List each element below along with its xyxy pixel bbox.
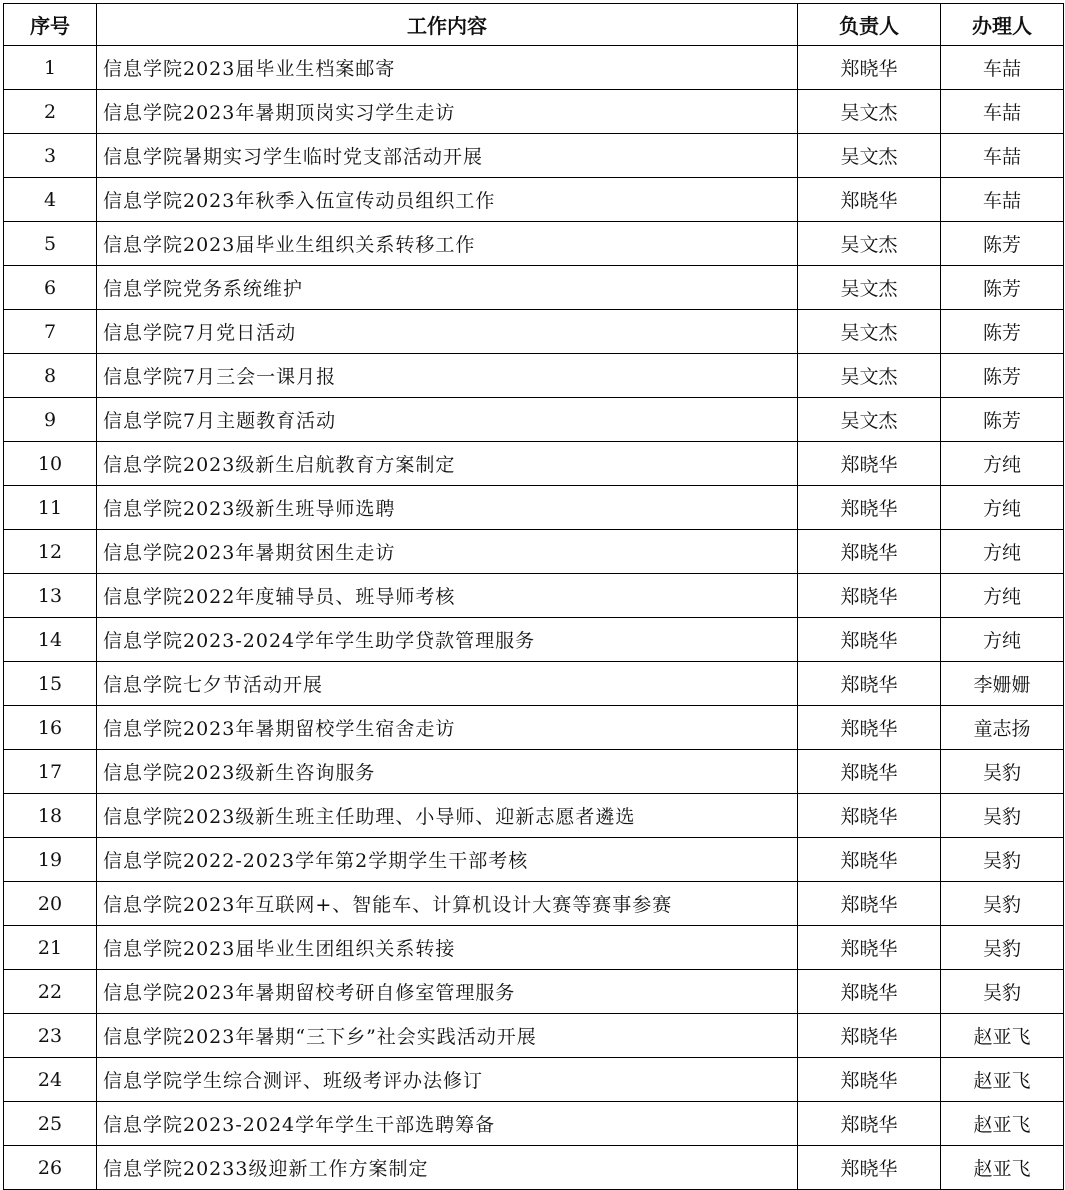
table-row bbox=[4, 882, 1064, 926]
row-handler: 吴豹 bbox=[941, 926, 1064, 970]
row-work-content: 信息学院2023级新生班主任助理、小导师、迎新志愿者遴选 bbox=[97, 794, 798, 838]
row-responsible-person: 吴文杰 bbox=[798, 354, 941, 398]
row-handler: 方纯 bbox=[941, 486, 1064, 530]
row-index: 5 bbox=[4, 222, 97, 266]
table-row bbox=[4, 134, 1064, 178]
row-index: 4 bbox=[4, 178, 97, 222]
table-row bbox=[4, 398, 1064, 442]
row-index: 11 bbox=[4, 486, 97, 530]
row-index: 16 bbox=[4, 706, 97, 750]
row-responsible-person: 郑晓华 bbox=[798, 1014, 941, 1058]
row-handler: 吴豹 bbox=[941, 794, 1064, 838]
row-index: 25 bbox=[4, 1102, 97, 1146]
table-row bbox=[4, 90, 1064, 134]
row-handler: 方纯 bbox=[941, 618, 1064, 662]
header-index: 序号 bbox=[4, 4, 97, 46]
table-row bbox=[4, 530, 1064, 574]
row-handler: 陈芳 bbox=[941, 310, 1064, 354]
table-row bbox=[4, 222, 1064, 266]
row-responsible-person: 郑晓华 bbox=[798, 970, 941, 1014]
row-handler: 赵亚飞 bbox=[941, 1146, 1064, 1190]
row-work-content: 信息学院2023年暑期留校考研自修室管理服务 bbox=[97, 970, 798, 1014]
row-responsible-person: 郑晓华 bbox=[798, 46, 941, 90]
row-responsible-person: 郑晓华 bbox=[798, 838, 941, 882]
row-index: 19 bbox=[4, 838, 97, 882]
row-work-content: 信息学院2023年暑期贫困生走访 bbox=[97, 530, 798, 574]
header-work-content: 工作内容 bbox=[97, 4, 798, 46]
row-work-content: 信息学院2023级新生启航教育方案制定 bbox=[97, 442, 798, 486]
row-responsible-person: 郑晓华 bbox=[798, 882, 941, 926]
row-handler: 车喆 bbox=[941, 46, 1064, 90]
row-index: 10 bbox=[4, 442, 97, 486]
row-responsible-person: 郑晓华 bbox=[798, 662, 941, 706]
row-responsible-person: 吴文杰 bbox=[798, 310, 941, 354]
row-index: 12 bbox=[4, 530, 97, 574]
row-responsible-person: 郑晓华 bbox=[798, 486, 941, 530]
row-index: 2 bbox=[4, 90, 97, 134]
table-row bbox=[4, 266, 1064, 310]
row-handler: 车喆 bbox=[941, 90, 1064, 134]
row-index: 7 bbox=[4, 310, 97, 354]
row-responsible-person: 郑晓华 bbox=[798, 926, 941, 970]
row-responsible-person: 郑晓华 bbox=[798, 706, 941, 750]
row-handler: 吴豹 bbox=[941, 750, 1064, 794]
table-body bbox=[4, 46, 1064, 1190]
row-work-content: 信息学院2023年暑期留校学生宿舍走访 bbox=[97, 706, 798, 750]
row-handler: 李姗姗 bbox=[941, 662, 1064, 706]
table-row bbox=[4, 442, 1064, 486]
row-work-content: 信息学院2023级新生班导师选聘 bbox=[97, 486, 798, 530]
row-index: 20 bbox=[4, 882, 97, 926]
row-responsible-person: 郑晓华 bbox=[798, 574, 941, 618]
row-handler: 车喆 bbox=[941, 178, 1064, 222]
table-row bbox=[4, 310, 1064, 354]
row-index: 3 bbox=[4, 134, 97, 178]
row-handler: 方纯 bbox=[941, 530, 1064, 574]
row-responsible-person: 郑晓华 bbox=[798, 442, 941, 486]
row-responsible-person: 郑晓华 bbox=[798, 794, 941, 838]
row-work-content: 信息学院学生综合测评、班级考评办法修订 bbox=[97, 1058, 798, 1102]
row-responsible-person: 郑晓华 bbox=[798, 530, 941, 574]
row-work-content: 信息学院7月三会一课月报 bbox=[97, 354, 798, 398]
table-row bbox=[4, 970, 1064, 1014]
row-handler: 陈芳 bbox=[941, 222, 1064, 266]
table-row bbox=[4, 1058, 1064, 1102]
row-handler: 赵亚飞 bbox=[941, 1102, 1064, 1146]
row-responsible-person: 郑晓华 bbox=[798, 1058, 941, 1102]
row-index: 6 bbox=[4, 266, 97, 310]
row-index: 22 bbox=[4, 970, 97, 1014]
row-handler: 陈芳 bbox=[941, 266, 1064, 310]
row-responsible-person: 吴文杰 bbox=[798, 266, 941, 310]
table-row bbox=[4, 1146, 1064, 1190]
row-handler: 吴豹 bbox=[941, 882, 1064, 926]
table-row bbox=[4, 662, 1064, 706]
row-index: 18 bbox=[4, 794, 97, 838]
row-index: 1 bbox=[4, 46, 97, 90]
row-work-content: 信息学院2023级新生咨询服务 bbox=[97, 750, 798, 794]
row-handler: 赵亚飞 bbox=[941, 1058, 1064, 1102]
row-index: 26 bbox=[4, 1146, 97, 1190]
row-handler: 车喆 bbox=[941, 134, 1064, 178]
row-work-content: 信息学院2023年暑期顶岗实习学生走访 bbox=[97, 90, 798, 134]
row-work-content: 信息学院2023年暑期“三下乡”社会实践活动开展 bbox=[97, 1014, 798, 1058]
row-work-content: 信息学院2023年互联网+、智能车、计算机设计大赛等赛事参赛 bbox=[97, 882, 798, 926]
row-handler: 吴豹 bbox=[941, 838, 1064, 882]
header-handler: 办理人 bbox=[941, 4, 1064, 46]
row-responsible-person: 郑晓华 bbox=[798, 1102, 941, 1146]
row-responsible-person: 吴文杰 bbox=[798, 90, 941, 134]
row-work-content: 信息学院2023-2024学年学生干部选聘筹备 bbox=[97, 1102, 798, 1146]
table-row bbox=[4, 706, 1064, 750]
row-handler: 赵亚飞 bbox=[941, 1014, 1064, 1058]
table-row bbox=[4, 574, 1064, 618]
row-work-content: 信息学院2023届毕业生档案邮寄 bbox=[97, 46, 798, 90]
row-index: 9 bbox=[4, 398, 97, 442]
row-handler: 方纯 bbox=[941, 574, 1064, 618]
row-responsible-person: 郑晓华 bbox=[798, 750, 941, 794]
header-row bbox=[4, 4, 1064, 46]
row-handler: 童志扬 bbox=[941, 706, 1064, 750]
table-row bbox=[4, 354, 1064, 398]
row-work-content: 信息学院7月党日活动 bbox=[97, 310, 798, 354]
row-work-content: 信息学院2023年秋季入伍宣传动员组织工作 bbox=[97, 178, 798, 222]
table-row bbox=[4, 750, 1064, 794]
row-work-content: 信息学院2022-2023学年第2学期学生干部考核 bbox=[97, 838, 798, 882]
row-responsible-person: 郑晓华 bbox=[798, 1146, 941, 1190]
row-index: 13 bbox=[4, 574, 97, 618]
row-responsible-person: 郑晓华 bbox=[798, 178, 941, 222]
row-index: 24 bbox=[4, 1058, 97, 1102]
row-work-content: 信息学院七夕节活动开展 bbox=[97, 662, 798, 706]
row-responsible-person: 郑晓华 bbox=[798, 618, 941, 662]
table-row bbox=[4, 46, 1064, 90]
row-work-content: 信息学院2023届毕业生组织关系转移工作 bbox=[97, 222, 798, 266]
table-row bbox=[4, 926, 1064, 970]
table-row bbox=[4, 1014, 1064, 1058]
row-handler: 吴豹 bbox=[941, 970, 1064, 1014]
row-work-content: 信息学院20233级迎新工作方案制定 bbox=[97, 1146, 798, 1190]
row-work-content: 信息学院2023-2024学年学生助学贷款管理服务 bbox=[97, 618, 798, 662]
row-index: 15 bbox=[4, 662, 97, 706]
header-responsible-person: 负责人 bbox=[798, 4, 941, 46]
table-row bbox=[4, 1102, 1064, 1146]
row-handler: 方纯 bbox=[941, 442, 1064, 486]
table-row bbox=[4, 486, 1064, 530]
row-index: 17 bbox=[4, 750, 97, 794]
row-index: 8 bbox=[4, 354, 97, 398]
table-header bbox=[4, 4, 1064, 46]
row-handler: 陈芳 bbox=[941, 398, 1064, 442]
row-work-content: 信息学院2022年度辅导员、班导师考核 bbox=[97, 574, 798, 618]
row-index: 23 bbox=[4, 1014, 97, 1058]
row-index: 21 bbox=[4, 926, 97, 970]
row-work-content: 信息学院暑期实习学生临时党支部活动开展 bbox=[97, 134, 798, 178]
row-work-content: 信息学院7月主题教育活动 bbox=[97, 398, 798, 442]
row-work-content: 信息学院党务系统维护 bbox=[97, 266, 798, 310]
table-row bbox=[4, 838, 1064, 882]
table-row bbox=[4, 618, 1064, 662]
row-index: 14 bbox=[4, 618, 97, 662]
task-table bbox=[3, 3, 1064, 1190]
table-row bbox=[4, 794, 1064, 838]
task-table-wrapper bbox=[3, 3, 1065, 1190]
row-responsible-person: 吴文杰 bbox=[798, 222, 941, 266]
row-work-content: 信息学院2023届毕业生团组织关系转接 bbox=[97, 926, 798, 970]
row-responsible-person: 吴文杰 bbox=[798, 398, 941, 442]
row-handler: 陈芳 bbox=[941, 354, 1064, 398]
row-responsible-person: 吴文杰 bbox=[798, 134, 941, 178]
table-row bbox=[4, 178, 1064, 222]
